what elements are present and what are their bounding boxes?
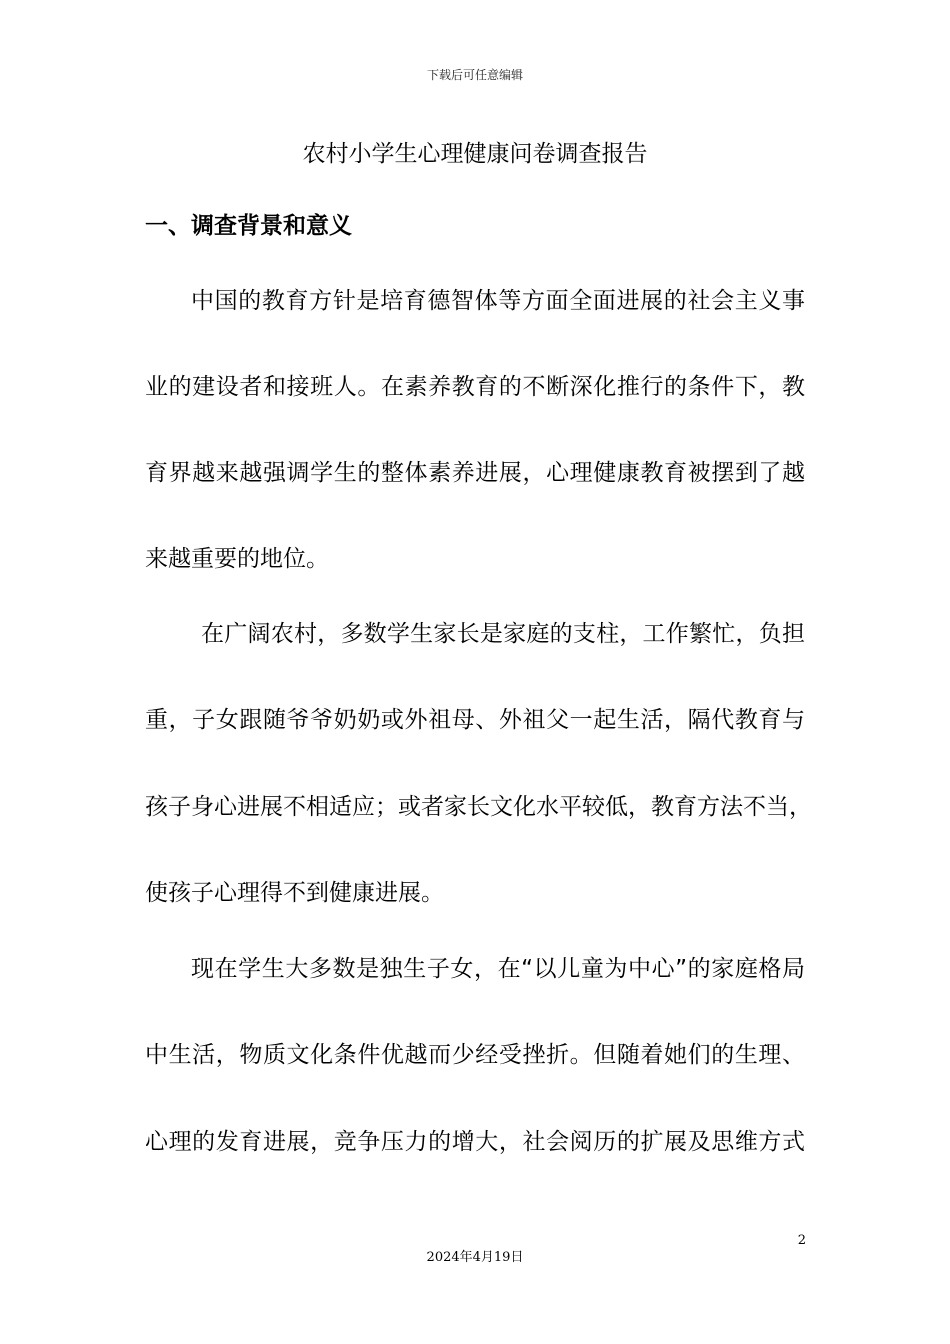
header-note: 下载后可任意编辑 xyxy=(426,68,523,82)
paragraph-line: 中国的教育方针是培育德智体等方面全面进展的社会主义事 xyxy=(191,288,805,314)
document-title: 农村小学生心理健康问卷调查报告 xyxy=(302,141,648,167)
paragraph-line: 中生活，物质文化条件优越而少经受挫折。但随着她们的生理、 xyxy=(145,1042,805,1068)
paragraph-line: 孩子身心进展不相适应；或者家长文化水平较低，教育方法不当， xyxy=(145,794,812,820)
paragraph-line: 育界越来越强调学生的整体素养进展，心理健康教育被摆到了越 xyxy=(145,460,805,486)
paragraph-line: 心理的发育进展，竞争压力的增大，社会阅历的扩展及思维方式 xyxy=(145,1129,805,1155)
paragraph-line: 使孩子心理得不到健康进展。 xyxy=(145,880,444,906)
paragraph-line: 重，子女跟随爷爷奶奶或外祖母、外祖父一起生活，隔代教育与 xyxy=(145,707,805,733)
footer-date: 2024年4月19日 xyxy=(426,1250,524,1265)
paragraph-line: 来越重要的地位。 xyxy=(145,546,329,572)
paragraph-line: 在广阔农村，多数学生家长是家庭的支柱，工作繁忙，负担 xyxy=(201,621,805,647)
page-number: 2 xyxy=(797,1233,806,1248)
section-heading: 一、调查背景和意义 xyxy=(145,213,352,239)
paragraph-line: 现在学生大多数是独生子女，在“以儿童为中心”的家庭格局 xyxy=(191,956,805,982)
paragraph-line: 业的建设者和接班人。在素养教育的不断深化推行的条件下，教 xyxy=(145,374,805,400)
